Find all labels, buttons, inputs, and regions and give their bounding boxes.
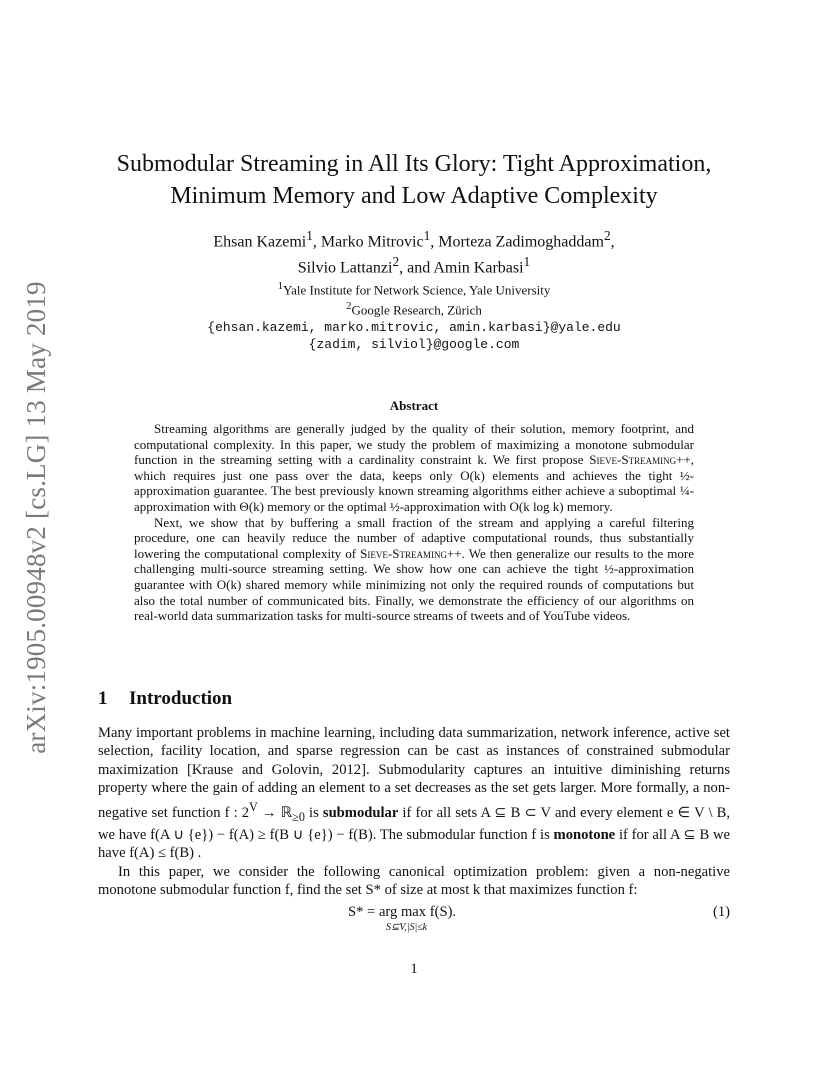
author-affil-mark: 2: [392, 254, 400, 270]
author-name: Marko Mitrovic: [320, 233, 424, 251]
affiliation-1: [0, 278, 828, 298]
section-title: Introduction: [129, 688, 233, 709]
author-line-2: Silvio Lattanzi$^2$, and Amin Karbasi$^1$: [297, 254, 531, 277]
term-monotone: monotone: [553, 826, 616, 843]
author-name: Silvio Lattanzi: [297, 259, 393, 277]
email-yale: {ehsan.kazemi, marko.mitrovic, amin.karbasi}@yale.edu: [207, 319, 621, 335]
affil-mark: 2: [346, 300, 352, 313]
author-list: [0, 226, 828, 279]
algorithm-name: Sieve-Streaming: [589, 452, 677, 468]
intro-paragraph-2: In this paper, we consider the following canonical optimization problem: given a non-negative monotone submodular function f, find the set S* of size at most k that maximizes function f:: [98, 863, 730, 899]
abstract-heading: Abstract: [389, 398, 439, 413]
equation-expression: S* = arg max f(S).: [348, 904, 457, 920]
author-name: Morteza Zadimoghaddam: [438, 233, 604, 251]
title-line-2: Minimum Memory and Low Adaptive Complexity: [170, 183, 658, 209]
title-line-1: Submodular Streaming in All Its Glory: Tight Approximation,: [116, 151, 712, 177]
author-conjunction: and: [407, 259, 431, 277]
intro-paragraph-1: Many important problems in machine learning, including data summarization, network inference, active set selection, facility location, and sparse regression can be cast as instances of constrained submodular maximization [Krause and Golovin, 2012]. Submodularity captures an intuitive diminishing returns property where the gain of adding an element to a set decreases as the set gets larger. More formally, a non-negative set function f : $2^V$ → ℝ$_{\ge 0}$ is submodular if for all sets A ⊆ B ⊂ V and every element e ∈ V \ B, we have f(A ∪ {e}) − f(A) ≥ f(B ∪ {e}) − f(B). The submodular function f is monotone if for all A ⊆ B we have f(A) ≤ f(B) .: [98, 725, 731, 862]
author-affil-mark: 1: [423, 228, 431, 243]
abstract-paragraph-2: Next, we show that by buffering a small fraction of the stream and applying a careful filtering procedure, one can heavily reduce the number of adaptive computational rounds, thus substantially lowering the computational complexity of Sieve-Streaming++. We then generalize our results to the more challenging multi-source streaming setting. We show how one can achieve the tight ½-approximation guarantee with O(k) shared memory while minimizing not only the required rounds of computations but also the total number of communicated bits. Finally, we demonstrate the efficiency of our algorithms on real-world data summarization tasks for multi-source streams of tweets and of YouTube videos.: [134, 514, 695, 624]
algorithm-suffix: ++: [446, 545, 462, 561]
author-affil-mark: 1: [306, 228, 313, 243]
author-affil-mark: 1: [523, 254, 531, 270]
arxiv-identifier: arXiv:1905.00948v2 [cs.LG] 13 May 2019: [20, 280, 51, 754]
author-line-1: Ehsan Kazemi$^1$, Marko Mitrovic$^1$, Morteza Zadimoghaddam$^2$,: [213, 228, 615, 251]
affiliations: [0, 278, 828, 353]
equation-subscript: S⊆V,|S|≤k: [386, 922, 428, 933]
author-name: Ehsan Kazemi: [213, 233, 307, 251]
email-google: {zadim, silviol}@google.com: [308, 336, 520, 352]
equation-number: (1): [712, 904, 730, 920]
affil-text: Yale Institute for Network Science, Yale University: [283, 282, 551, 298]
author-name: Amin Karbasi: [433, 259, 524, 277]
algorithm-suffix: ++: [676, 452, 691, 468]
abstract-paragraph-1: Streaming algorithms are generally judged by the quality of their solution, memory footprint, and computational complexity. In this paper, we study the problem of maximizing a monotone submodular function in the streaming setting with a cardinality constraint k. We first propose Sieve-Streaming++, which requires just one pass over the data, keeps only O(k) elements and achieves the tight ½-approximation guarantee. The best previously known streaming algorithms either achieve a suboptimal ¼-approximation with Θ(k) memory or the optimal ½-approximation with O(k log k) memory.: [134, 421, 694, 514]
term-submodular: submodular: [322, 804, 399, 821]
algorithm-name: Sieve-Streaming: [360, 545, 447, 561]
affil-mark: 1: [277, 280, 284, 292]
equation-1: [98, 902, 730, 942]
introduction-body: [98, 724, 730, 899]
affil-text: Google Research, Zürich: [351, 302, 482, 318]
section-heading: [98, 688, 232, 710]
page-number: 1: [410, 961, 418, 977]
paper-title: [0, 148, 828, 212]
abstract-body: [134, 421, 694, 624]
author-affil-mark: 2: [603, 228, 611, 243]
section-number: 1: [98, 688, 108, 709]
affiliation-2: [0, 298, 828, 318]
